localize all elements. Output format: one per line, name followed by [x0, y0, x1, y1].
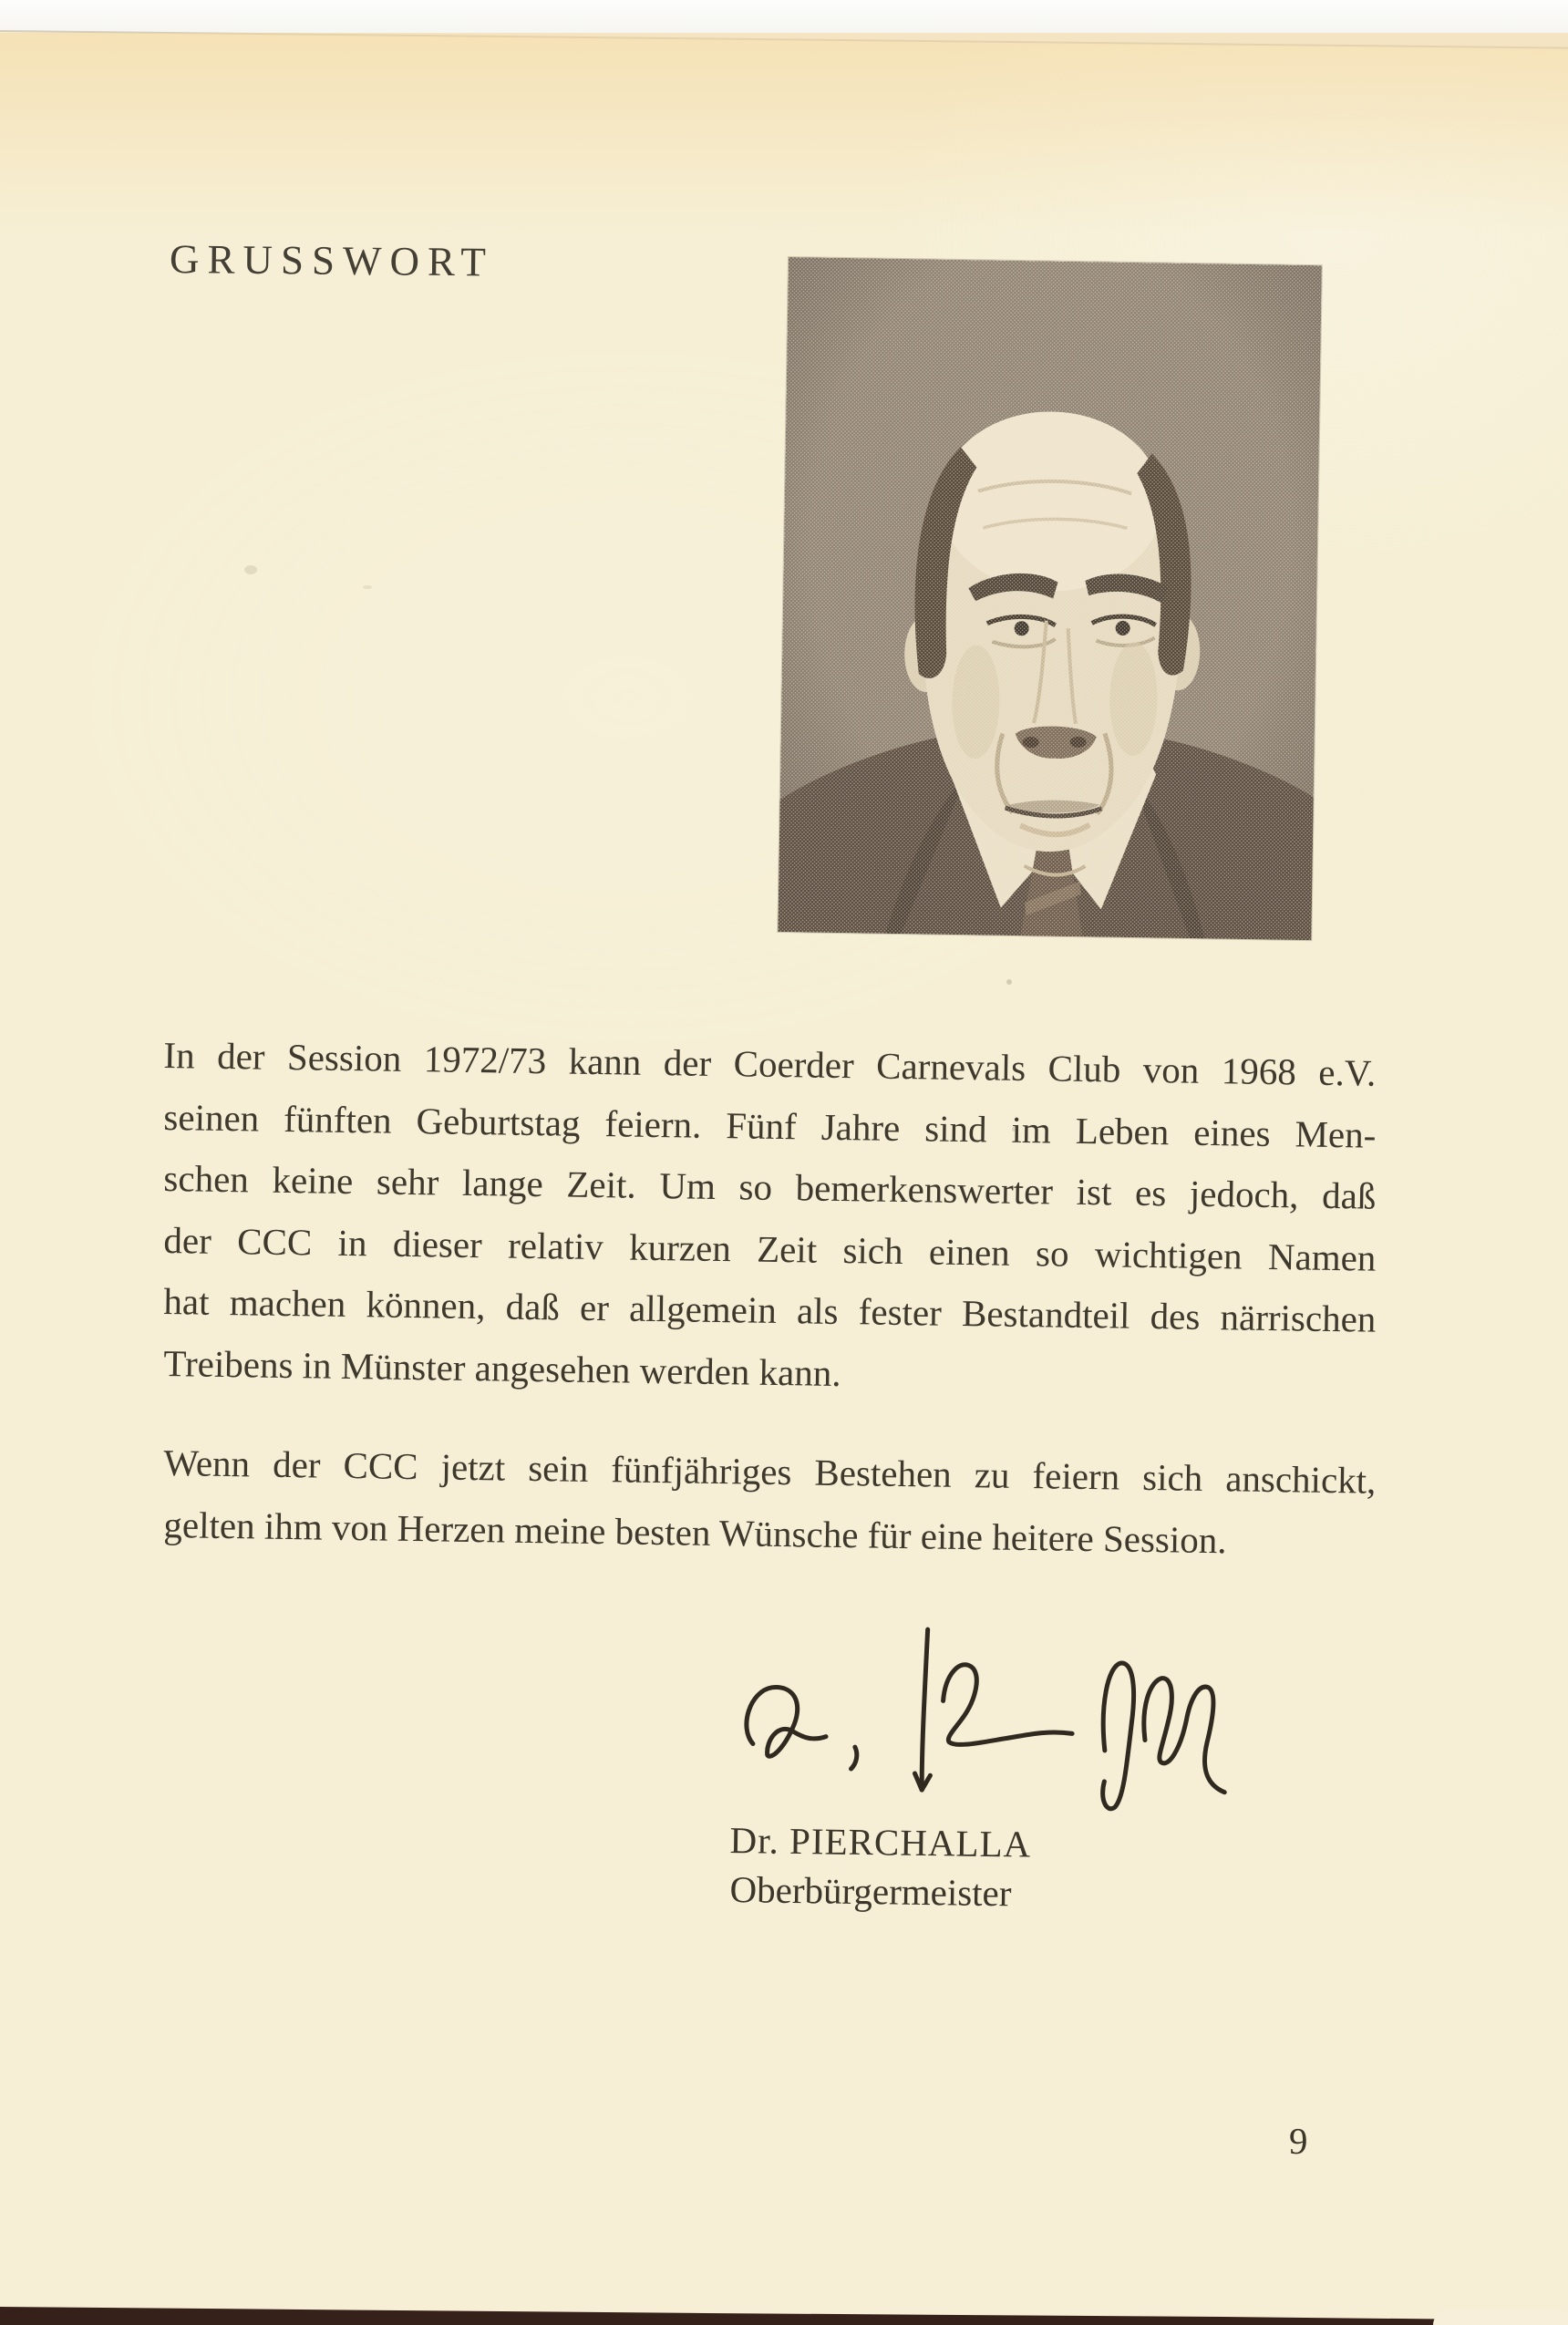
portrait-photo-art	[778, 257, 1322, 940]
text-line: hat machen können, daß er allgemein als fester Bestandteil des närrischen	[163, 1280, 1377, 1340]
handwritten-signature	[717, 1607, 1240, 1814]
signatory-name: Dr. PIERCHALLA	[729, 1818, 1032, 1865]
portrait-photo	[778, 257, 1322, 940]
paragraph-1	[163, 1025, 1376, 1394]
scanner-bottom-notch	[1433, 2310, 1568, 2325]
paper-speck	[1006, 979, 1012, 985]
text-line: Wenn der CCC jetzt sein fünfjähriges Bestehen zu feiern sich anschickt,	[163, 1442, 1377, 1502]
text-line: seinen fünften Geburtstag feiern. Fünf Jahre sind im Leben eines Men-	[163, 1095, 1377, 1156]
paper-speck	[244, 565, 257, 574]
text-line: In der Session 1972/73 kann der Coerder Carnevals Club von 1968 e.V.	[163, 1034, 1377, 1094]
text-line: der CCC in dieser relativ kurzen Zeit sich einen so wichtigen Namen	[163, 1218, 1377, 1279]
text-line: gelten ihm von Herzen meine besten Wünsche für eine heitere Session.	[163, 1503, 1227, 1561]
text-line: schen keine sehr lange Zeit. Um so bemerkenswerter ist es jedoch, daß	[163, 1157, 1377, 1217]
text-line: Treibens in Münster angesehen werden kann.	[163, 1341, 841, 1394]
scanner-top-strip	[0, 0, 1568, 55]
scanner-bottom-edge	[0, 2279, 1568, 2325]
page-number: 9	[1288, 2119, 1308, 2163]
signatory-title: Oberbürgermeister	[729, 1867, 1012, 1915]
page-title: GRUSSWORT	[169, 236, 495, 285]
paragraph-2	[163, 1432, 1377, 1561]
paper-warm-band	[0, 33, 1568, 233]
paper-speck	[363, 585, 372, 589]
